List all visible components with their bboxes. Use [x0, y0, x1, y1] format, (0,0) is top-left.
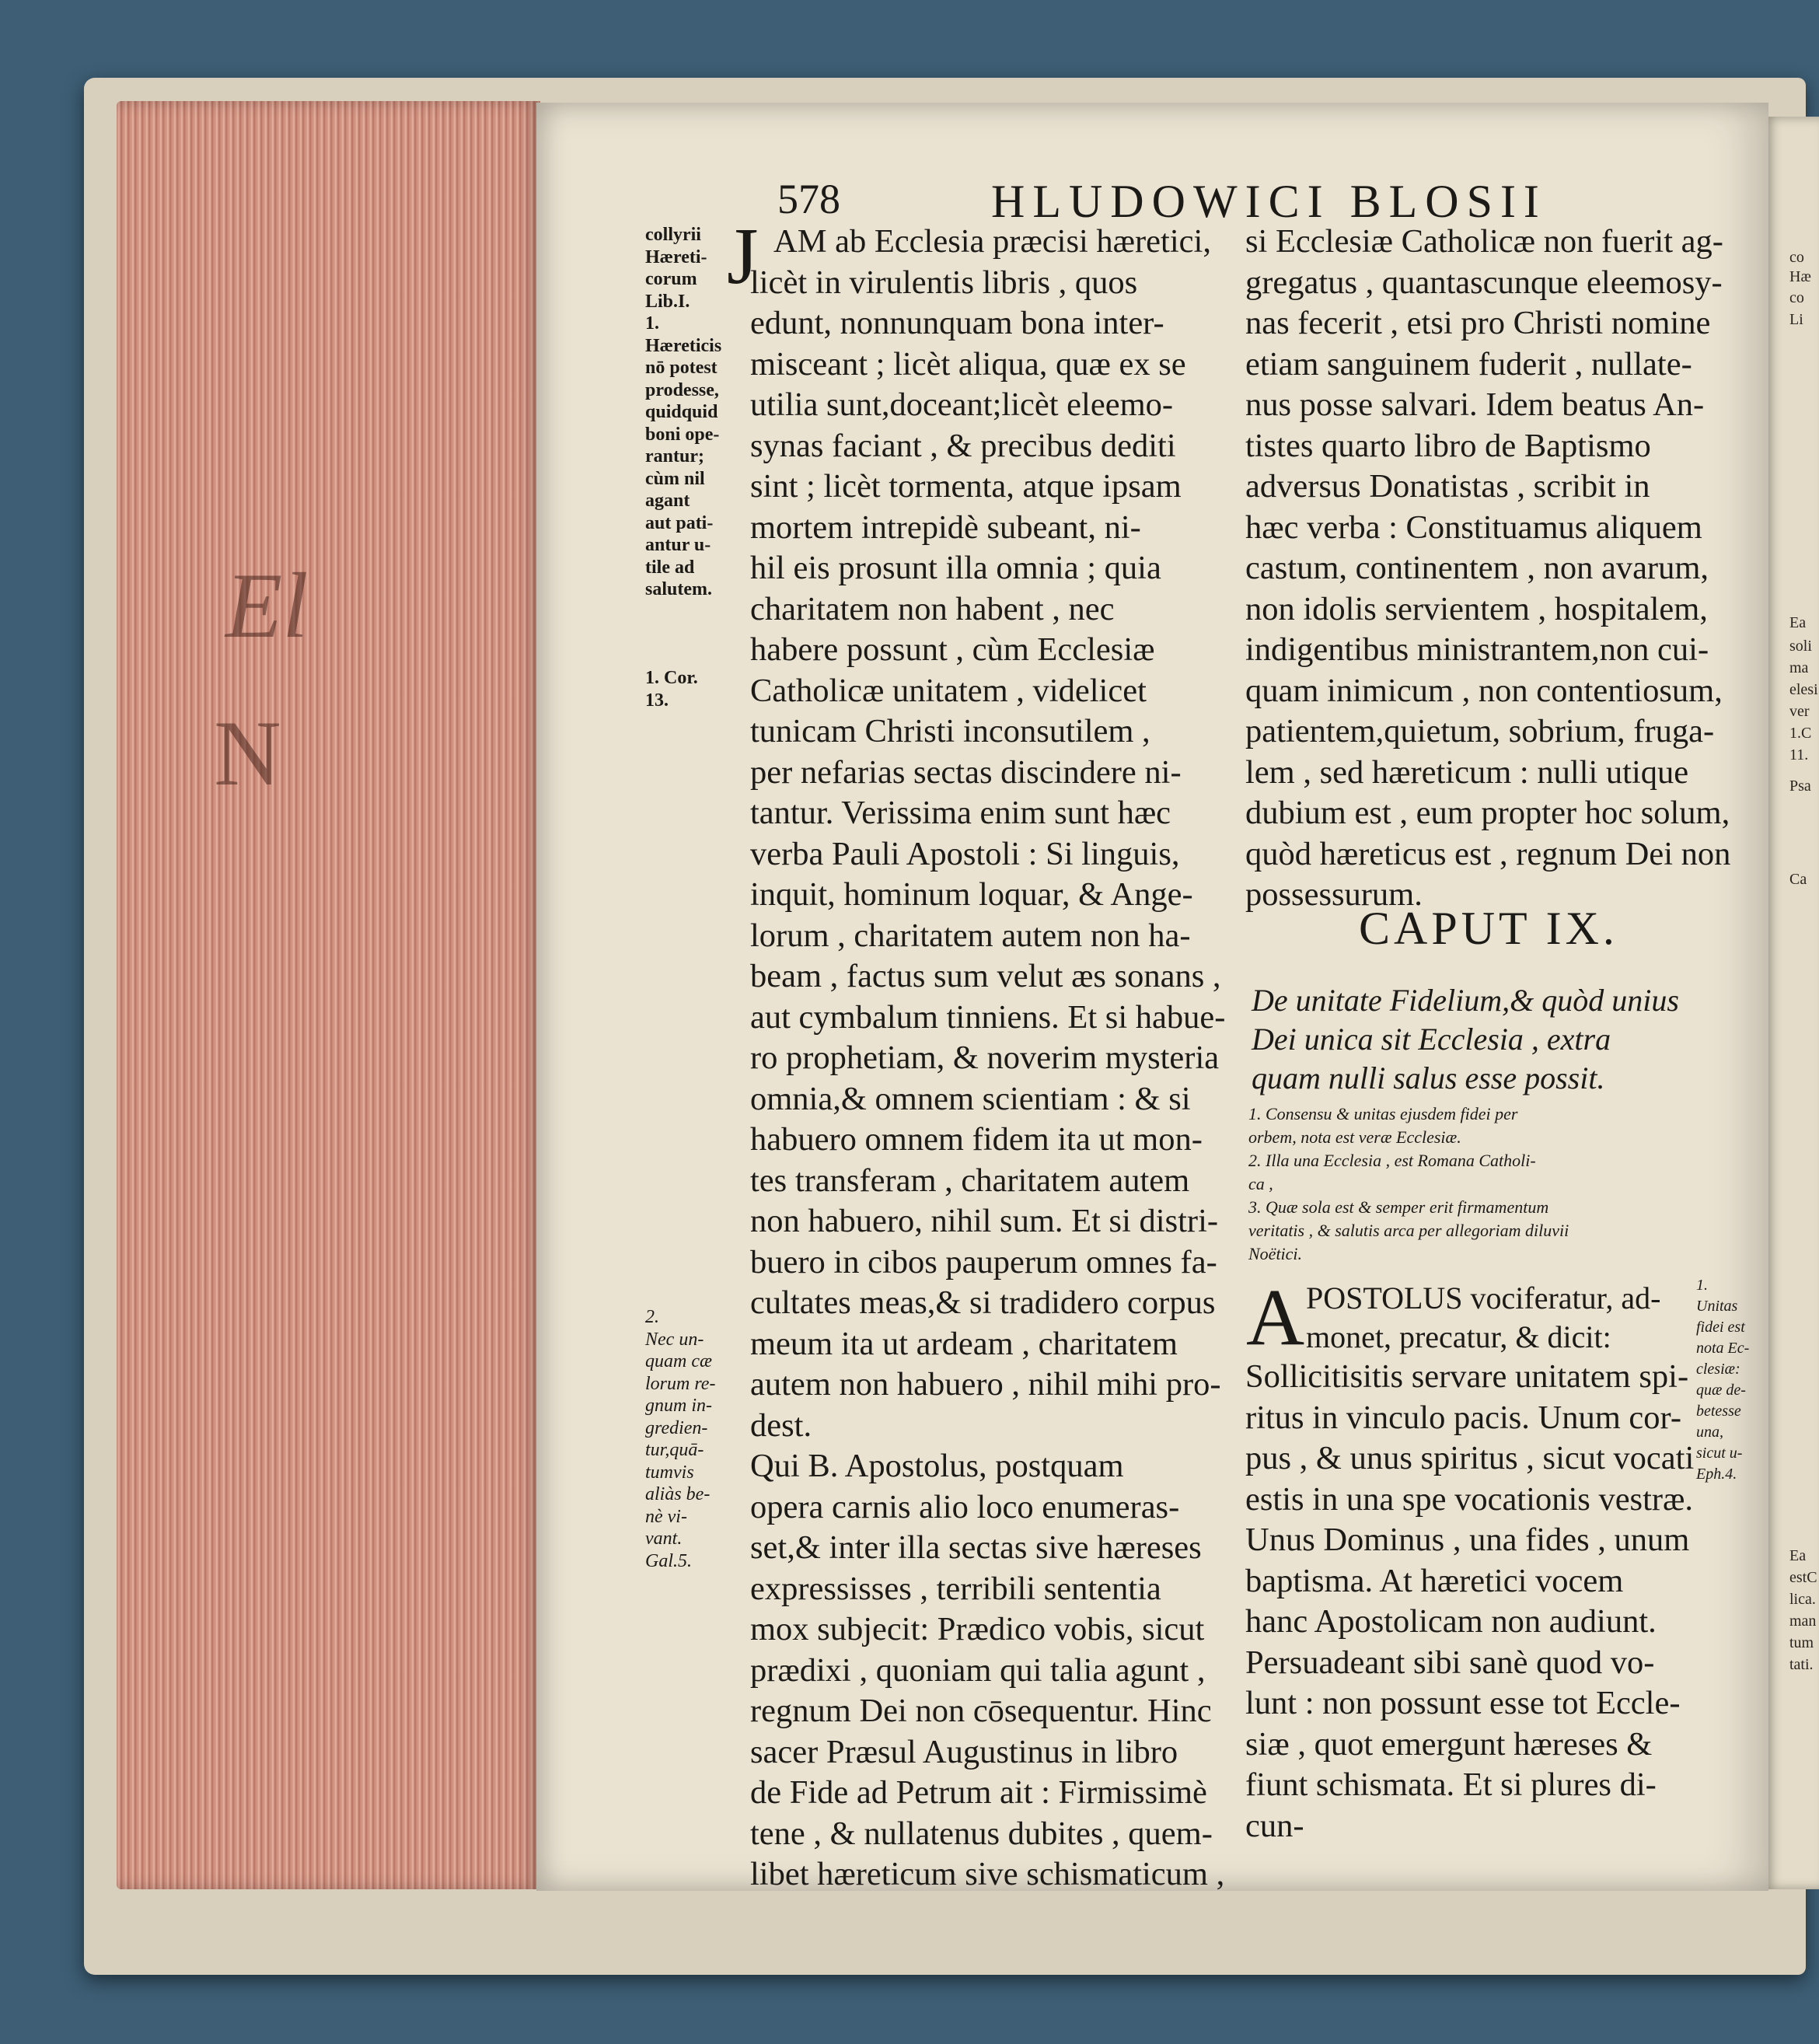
text-line: synas faciant , & precibus dediti [750, 427, 1176, 464]
spine-mark-1: El [225, 554, 309, 657]
text-line: dest. [750, 1406, 812, 1444]
margin-note-line: fidei est [1696, 1319, 1745, 1336]
text-line: castum, continentem , non avarum, [1245, 550, 1709, 586]
margin-note-line: quam cæ [645, 1351, 712, 1371]
margin-note-line: clesiæ: [1696, 1361, 1740, 1378]
list-line: ca , [1248, 1174, 1273, 1193]
next-page-fragment: soli [1789, 638, 1812, 655]
margin-note-line: rantur; [645, 446, 704, 466]
text-line: ritus in vinculo pacis. Unum cor- [1245, 1399, 1681, 1436]
text-line: Qui B. Apostolus, postquam [750, 1448, 1124, 1484]
margin-note-line: corum [645, 269, 697, 289]
chapter-list [1248, 1102, 1569, 1266]
text-line: tantur. Verissima enim sunt hæc [750, 795, 1171, 831]
margin-note-line [645, 645, 721, 668]
text-line: misceant ; licèt aliqua, quæ ex se [750, 345, 1186, 383]
next-page-fragment: ver [1789, 703, 1810, 720]
text-line: beam , factus sum velut æs sonans , [750, 958, 1221, 994]
next-page-fragment: Ca [1789, 871, 1807, 888]
text-line: hæc verba : Constituamus aliquem [1245, 508, 1702, 546]
text-line: inquit, hominum loquar, & Ange- [750, 876, 1193, 913]
text-line: indigentibus ministrantem,non cui- [1245, 631, 1709, 668]
column-right-bottom [1245, 1357, 1743, 1847]
text-line: expressisses , terribili sententia [750, 1570, 1161, 1607]
margin-note-line: 1. [645, 313, 659, 334]
text-line: tes transferam , charitatem autem [750, 1162, 1190, 1199]
text-line: meum ita ut ardeam , charitatem [750, 1325, 1178, 1362]
text-line: non habuero, nihil sum. Et si distri- [750, 1203, 1219, 1239]
text-line: tunicam Christi inconsutilem , [750, 713, 1150, 749]
text-line: set,& inter illa sectas sive hæreses [750, 1529, 1202, 1566]
spine-mark-2: N [214, 701, 281, 805]
margin-note-line: cùm nil [645, 468, 705, 489]
drop-cap-1: J [727, 211, 759, 301]
next-page-fragment: 11. [1789, 746, 1809, 763]
next-page-fragment: Li [1789, 311, 1803, 328]
summary-line: Dei unica sit Ecclesia , extra [1252, 1022, 1611, 1057]
margin-note-line: Unitas [1696, 1298, 1738, 1315]
text-line: quòd hæreticus est , regnum Dei non [1245, 835, 1731, 872]
text-line: cun- [1245, 1807, 1304, 1844]
text-line: sacer Præsul Augustinus in libro [750, 1733, 1178, 1770]
margin-note-line: Nec un- [645, 1329, 704, 1350]
text-line: buero in cibos pauperum omnes fa- [750, 1243, 1217, 1281]
text-line: adversus Donatistas , scribit in [1245, 468, 1650, 505]
col1-lines [750, 263, 1232, 1896]
col1-first-line: AM ab Ecclesia præcisi hæretici, [773, 223, 1211, 260]
margin-note-line: 13. [645, 690, 669, 711]
margin-note-line: 1. Cor. [645, 668, 698, 688]
text-line: aut cymbalum tinniens. Et si habue- [750, 998, 1226, 1036]
text-line: estis in una spe vocationis vestræ. [1245, 1480, 1694, 1518]
margin-note-line: aut pati- [645, 512, 714, 533]
margin-note-line: 2. [645, 1307, 659, 1327]
summary-line: De unitate Fidelium,& quòd unius [1252, 983, 1679, 1018]
margin-note-line: una, [1696, 1424, 1723, 1441]
text-line: opera carnis alio loco enumeras- [750, 1488, 1180, 1525]
text-line: lem , sed hæreticum : nulli utique [1245, 753, 1689, 791]
list-line: veritatis , & salutis arca per allegoriam diluvii [1248, 1221, 1569, 1240]
text-line: lunt : non possunt esse tot Eccle- [1245, 1685, 1681, 1721]
text-line: baptisma. At hæretici vocem [1245, 1562, 1624, 1599]
next-page-fragment: tum [1789, 1634, 1814, 1651]
margin-note-line: prodesse, [645, 379, 719, 400]
text-line: de Fide ad Petrum ait : Firmissimè [750, 1774, 1207, 1811]
text-line: gregatus , quantascunque eleemosy- [1245, 264, 1723, 301]
margin-note-line: gnum in- [645, 1396, 712, 1416]
margin-note-line: Hæreti- [645, 246, 707, 267]
margin-note-line: tur,quā- [645, 1440, 704, 1460]
text-line: possessurum. [1245, 876, 1423, 913]
text-line: habere possunt , cùm Ecclesiæ [750, 631, 1155, 668]
text-line: sint ; licèt tormenta, atque ipsam [750, 468, 1182, 505]
margin-note-line: lorum re- [645, 1373, 716, 1394]
text-line: tene , & nullatenus dubites , quem- [750, 1815, 1213, 1852]
text-line: monet, precatur, & dicit: [1306, 1319, 1611, 1354]
text-line: Sollicitisitis servare unitatem spi- [1245, 1358, 1689, 1395]
text-line: Persuadeant sibi sanè quod vo- [1245, 1644, 1655, 1681]
list-line: 1. Consensu & unitas ejusdem fidei per [1248, 1104, 1518, 1123]
next-page-fragment: elesi [1789, 681, 1818, 698]
margin-note-line: 1. [1696, 1277, 1708, 1294]
text-line: lorum , charitatem autem non ha- [750, 917, 1191, 954]
text-line: nus posse salvari. Idem beatus An- [1245, 386, 1705, 423]
text-line: mox subjecit: Prædico vobis, sicut [750, 1611, 1205, 1647]
list-line: orbem, nota est veræ Ecclesiæ. [1248, 1127, 1461, 1147]
text-line: Unus Dominus , una fides , unum [1245, 1522, 1690, 1558]
margin-note-line [645, 623, 721, 645]
margin-note-line: Gal.5. [645, 1550, 692, 1571]
margin-note-line: gredien- [645, 1417, 708, 1438]
text-line: dubium est , eum propter hoc solum, [1245, 795, 1730, 831]
text-line: ro prophetiam, & noverim mysteria [750, 1039, 1220, 1076]
text-line: habuero omnem fidem ita ut mon- [750, 1121, 1203, 1158]
next-page-fragment: Ea [1789, 1547, 1807, 1564]
text-line: POSTOLUS vociferatur, ad- [1306, 1281, 1661, 1315]
margin-note-line: nota Ec- [1696, 1340, 1750, 1357]
next-page-fragment: man [1789, 1612, 1817, 1630]
text-line: omnia,& omnem scientiam : & si [750, 1080, 1191, 1117]
text-line: nas fecerit , etsi pro Christi nomine [1245, 305, 1711, 341]
next-page-fragment: estC [1789, 1569, 1817, 1586]
running-header: HLUDOWICI BLOSII [991, 176, 1547, 227]
margin-note-line: sicut u- [1696, 1445, 1743, 1462]
text-line: patientem,quietum, sobrium, fruga- [1245, 713, 1715, 749]
margin-note-line: vant. [645, 1529, 683, 1549]
text-line: quam inimicum , non contentiosum, [1245, 672, 1723, 709]
margin-note-line: boni ope- [645, 424, 720, 445]
next-page-fragment: Hæ [1789, 268, 1811, 285]
text-line: charitatem non habent , nec [750, 590, 1115, 627]
text-line: autem non habuero , nihil mihi pro- [750, 1366, 1221, 1403]
margin-note-line: agant [645, 491, 690, 511]
text-line: pus , & unus spiritus , sicut vocati [1245, 1440, 1695, 1476]
text-line: Catholicæ unitatem , videlicet [750, 672, 1147, 709]
drop-cap-2: A [1246, 1273, 1305, 1362]
text-line: prædixi , quoniam qui talia agunt , [750, 1651, 1206, 1689]
text-line: edunt, nonnunquam bona inter- [750, 305, 1164, 341]
text-line: mortem intrepidè subeant, ni- [750, 508, 1141, 546]
chapter-title: CAPUT IX. [1359, 903, 1618, 954]
next-page-fragment: 1.C [1789, 725, 1812, 742]
margin-note-line: quidquid [645, 402, 718, 422]
next-page-fragment: co [1789, 289, 1804, 306]
column-left [750, 222, 1232, 1896]
page-edges [117, 101, 540, 1889]
text-line: hanc Apostolicam non audiunt. [1245, 1603, 1657, 1640]
margin-note-line: Eph.4. [1696, 1466, 1737, 1483]
text-line: regnum Dei non cōsequentur. Hinc [750, 1693, 1212, 1729]
text-line: licèt in virulentis libris , quos [750, 264, 1138, 301]
col2-after-cap [1306, 1279, 1660, 1357]
text-line: utilia sunt,doceant;licèt eleemo- [750, 386, 1174, 423]
text-line: etiam sanguinem fuderit , nullate- [1245, 345, 1692, 383]
next-page-fragment: co [1789, 249, 1804, 266]
chapter-summary [1252, 981, 1679, 1098]
margin-notes-right [1696, 1275, 1749, 1485]
margin-notes-left-2 [645, 1306, 715, 1572]
margin-note-line: quæ de- [1696, 1382, 1746, 1399]
list-line: Noëtici. [1248, 1244, 1303, 1263]
text-line: non idolis servientem , hospitalem, [1245, 590, 1708, 627]
margin-note-line: Hæreticis [645, 335, 722, 356]
next-page-fragment: ma [1789, 659, 1809, 676]
margin-note-line: betesse [1696, 1403, 1741, 1420]
list-line: 2. Illa una Ecclesia , est Romana Catholi- [1248, 1151, 1536, 1170]
margin-note-line: Lib.I. [645, 291, 690, 312]
text-line: siæ , quot emergunt hæreses & [1245, 1725, 1653, 1763]
text-line: tistes quarto libro de Baptismo [1245, 427, 1651, 464]
column-right-top [1245, 222, 1743, 916]
margin-note-line: nè vi- [645, 1506, 687, 1527]
next-page-fragment: Psa [1789, 777, 1811, 795]
margin-note-line: salutem. [645, 579, 712, 599]
margin-note-line: tile ad [645, 557, 695, 578]
margin-note-line: antur u- [645, 535, 711, 555]
margin-note-line: nō potest [645, 358, 717, 378]
next-page-fragment: Ea [1789, 614, 1807, 631]
margin-note-line [645, 601, 721, 624]
margin-notes-left-1 [645, 224, 721, 711]
next-page-fragment: lica. [1789, 1591, 1816, 1608]
page-number: 578 [777, 176, 840, 222]
text-line: per nefarias sectas discindere ni- [750, 753, 1182, 791]
margin-note-line: aliàs be- [645, 1484, 710, 1504]
text-line: cultates meas,& si tradidero corpus [750, 1284, 1216, 1321]
list-line: 3. Quæ sola est & semper erit firmamentum [1248, 1197, 1549, 1217]
next-page-fragment: tati. [1789, 1656, 1814, 1673]
text-line: si Ecclesiæ Catholicæ non fuerit ag- [1245, 223, 1723, 260]
text-line: libet hæreticum sive schismaticum , [750, 1856, 1225, 1892]
text-line: verba Pauli Apostoli : Si linguis, [750, 835, 1180, 872]
margin-note-line: collyrii [645, 225, 701, 245]
margin-note-line: tumvis [645, 1462, 694, 1483]
text-line: fiunt schismata. Et si plures di- [1245, 1766, 1657, 1803]
text-line: hil eis prosunt illa omnia ; quia [750, 550, 1161, 586]
summary-line: quam nulli salus esse possit. [1252, 1060, 1605, 1095]
